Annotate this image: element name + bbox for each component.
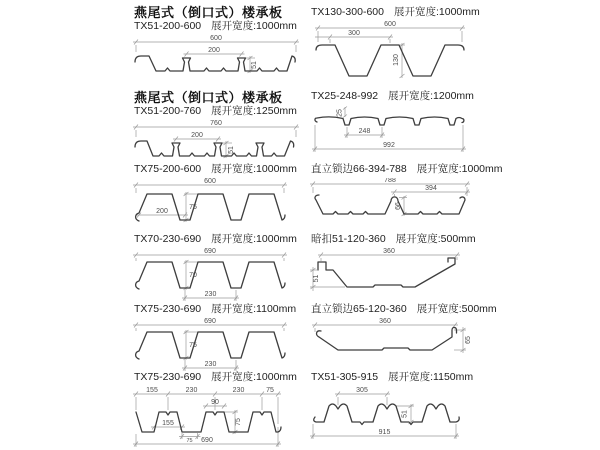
profile-drawing [305,105,473,163]
profile-outline [135,141,294,156]
dim-label: 690 [204,248,216,255]
model-code: TX75-230-690 [134,303,202,315]
dimension-lines [310,182,470,217]
dim-label: 51 [251,61,258,69]
panel-clip-51-120-360 [305,233,476,298]
dim-label: 130 [393,54,400,66]
model-code: TX75-230-690 [134,371,202,383]
panel-spec-line [134,303,296,316]
dim-label: 600 [384,21,396,28]
coil-width-label: 展开宽度:1000mm [211,163,297,175]
dimension-lines [133,40,299,74]
profile-outline [136,262,285,289]
dim-label: 200 [208,47,220,54]
dim-label: 248 [358,128,371,135]
panel-seam-66-394-788 [305,163,503,228]
dim-label: 230 [185,387,198,394]
dim-label: 690 [201,437,213,444]
coil-width-label: 展开宽度:1000mm [416,163,503,175]
profile-drawing [128,248,293,305]
model-code: TX51-305-915 [311,371,379,383]
dim-label: 155 [146,387,158,394]
dim-label: 305 [356,387,368,394]
dim-label: 66 [395,202,402,210]
dim-label: 75 [189,342,197,349]
profile-outline [135,56,295,71]
model-code: TX75-200-600 [134,163,202,175]
coil-width-label: 展开宽度:1150mm [388,371,474,383]
profile-drawing [128,35,306,79]
model-code: TX51-200-600 [134,20,202,32]
panel-spec-line [311,303,497,316]
profile-drawing [128,178,293,236]
dim-label: 70 [189,272,197,279]
dim-label: 90 [211,399,219,406]
panel-spec-line [311,163,503,176]
dim-label: 360 [383,248,395,255]
dim-label: 200 [156,208,168,215]
model-code: TX51-200-760 [134,105,202,117]
coil-width-label: 展开宽度:1100mm [211,303,297,315]
profile-outline [315,117,464,125]
dim-label: 992 [383,142,395,149]
dim-label: 600 [204,178,216,185]
dim-label: 51 [313,274,320,283]
dim-label: 600 [210,35,222,42]
profile-drawing [305,178,480,228]
panel-spec-line [311,90,474,103]
profile-outline [314,404,459,425]
dim-label: 25 [336,109,344,117]
model-code: 直立锁边66-394-788 [311,163,407,175]
panel-spec-line [134,233,297,246]
profile-outline [136,332,285,359]
profile-drawing [128,318,293,375]
series-title: 燕尾式（倒口式）楼承板 [134,5,283,20]
dimension-lines [133,183,287,223]
panel-spec-line [311,371,477,384]
dim-label: 75 [189,204,197,211]
panel-tx75-230-690-1100 [128,303,296,375]
coil-width-label: 展开宽度:1250mm [211,105,297,117]
dim-label: 300 [348,30,360,37]
coil-width-label: 展开宽度:1200mm [388,90,474,102]
model-code: TX130-300-600 [311,6,384,18]
panel-tx25-248-992 [305,90,474,163]
dim-label: 360 [379,318,391,325]
panel-spec-line [311,6,480,19]
coil-width-label: 展开宽度:500mm [416,303,497,315]
model-code: TX70-230-690 [134,233,202,245]
profile-drawing [305,318,477,370]
coil-width-label: 展开宽度:1000mm [211,20,297,32]
coil-width-label: 展开宽度:1000mm [393,6,480,18]
dim-label: 788 [384,178,396,184]
dim-label: 75 [186,438,193,444]
profile-drawing [128,120,306,164]
dim-label: 51 [228,146,235,154]
panel-spec-line [134,20,306,33]
profile-drawing [305,386,477,450]
profile-outline [318,258,455,287]
profile-drawing [128,386,303,450]
profile-outline [315,195,465,214]
profile-drawing [305,248,475,298]
panel-tx51-200-600 [128,5,306,79]
profile-outline [317,327,457,350]
dim-label: 230 [232,387,245,394]
coil-width-label: 展开宽度:1000mm [211,371,297,383]
series-title: 燕尾式（倒口式）楼承板 [134,90,283,105]
dim-label: 690 [204,318,216,325]
dim-label: 915 [378,429,391,436]
dim-label: 394 [425,185,437,192]
panel-spec-line [134,163,297,176]
panel-tx75-230-690-1000 [128,371,303,450]
panel-spec-line [134,105,306,118]
panel-spec-line [311,233,476,246]
profile-outline [316,45,464,76]
model-code: 暗扣51-120-360 [311,233,386,245]
model-code: 直立锁边65-120-360 [311,303,407,315]
dim-label: 51 [401,410,409,418]
panel-tx130-300-600 [305,6,480,83]
coil-width-label: 展开宽度:500mm [395,233,476,245]
model-code: TX25-248-992 [311,90,379,102]
dim-label: 230 [204,291,217,298]
profile-outline [136,412,281,432]
dim-label: 65 [465,336,472,344]
dim-label: 75 [266,387,274,394]
panel-seam-65-120-360 [305,303,497,370]
dim-label: 155 [162,420,174,427]
dim-label: 760 [210,120,222,127]
panel-spec-line [134,371,303,384]
panel-tx51-305-915 [305,371,477,450]
panel-tx75-200-600 [128,163,297,236]
panel-tx70-230-690 [128,233,297,305]
panel-tx51-200-760 [128,90,306,164]
dim-label: 75 [235,418,242,426]
dim-label: 200 [191,132,203,139]
coil-width-label: 展开宽度:1000mm [211,233,297,245]
profile-drawing [305,21,480,83]
dim-label: 230 [204,361,217,368]
